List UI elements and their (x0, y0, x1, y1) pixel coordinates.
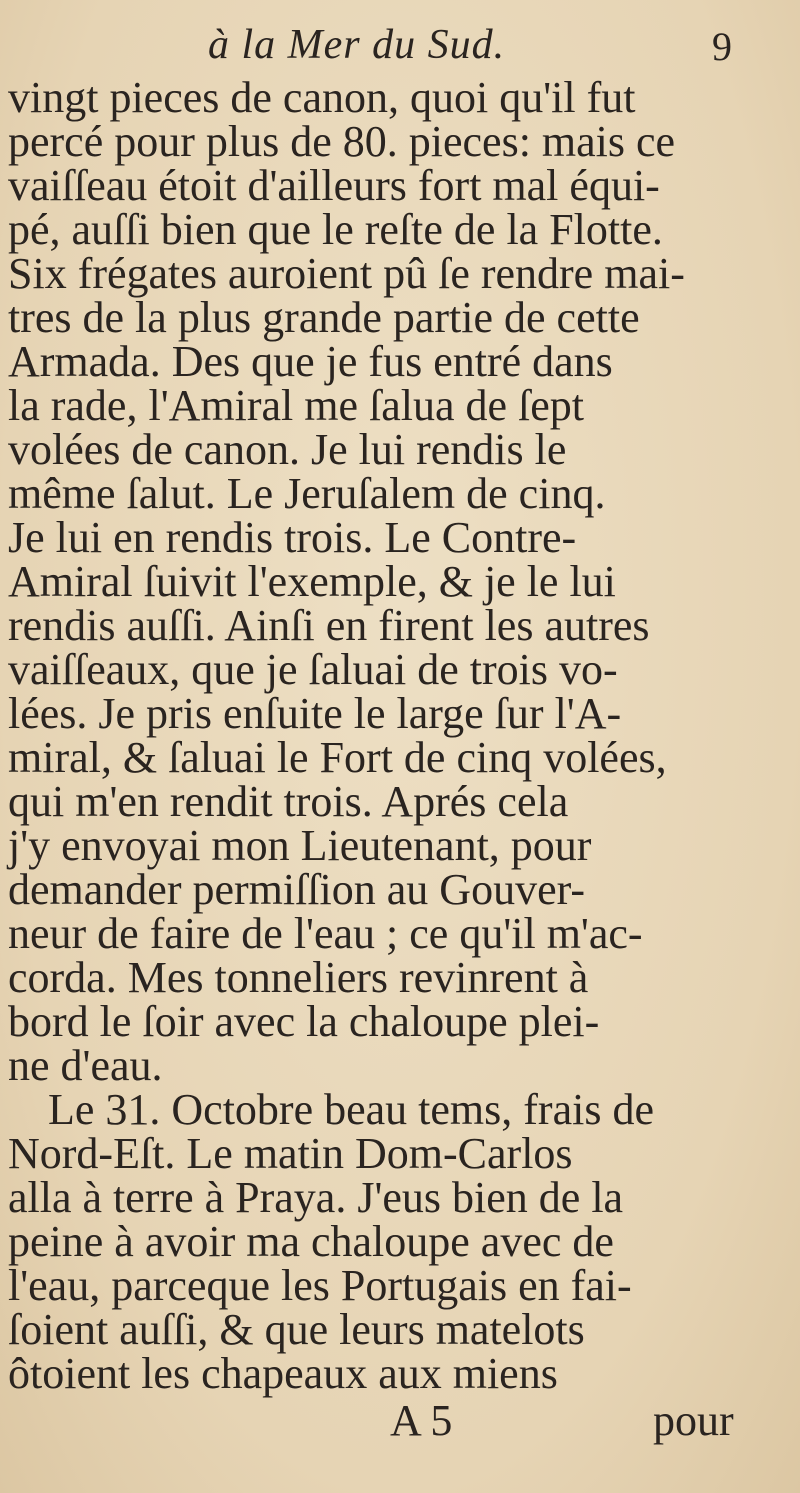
signature-mark: A 5 (390, 1396, 453, 1445)
text-line: Nord-Eſt. Le matin Dom-Carlos (8, 1129, 573, 1178)
text-line: volées de canon. Je lui rendis le (8, 425, 567, 474)
text-line: Je lui en rendis trois. Le Contre- (8, 513, 577, 562)
text-line: peine à avoir ma chaloupe avec de (8, 1217, 614, 1266)
text-line: Amiral ſuivit l'exemple, & je le lui (8, 557, 616, 606)
text-line: alla à terre à Praya. J'eus bien de la (8, 1173, 624, 1222)
text-line: Armada. Des que je fus entré dans (8, 337, 613, 386)
text-line: j'y envoyai mon Lieutenant, pour (8, 821, 592, 870)
catchword: pour (653, 1396, 734, 1445)
running-head (0, 20, 800, 70)
text-line: Le 31. Octobre beau tems, frais de (48, 1085, 654, 1134)
text-line: pé, auſſi bien que le reſte de la Flotte. (8, 205, 663, 254)
text-line: la rade, l'Amiral me ſalua de ſept (8, 381, 585, 430)
text-line: percé pour plus de 80. pieces: mais ce (8, 117, 676, 166)
text-line: même ſalut. Le Jeruſalem de cinq. (8, 469, 606, 518)
text-line: qui m'en rendit trois. Aprés cela (8, 777, 569, 826)
text-line: ôtoient les chapeaux aux miens (8, 1349, 558, 1398)
text-line: ſoient auſſi, & que leurs matelots (8, 1305, 585, 1354)
text-line: corda. Mes tonneliers revinrent à (8, 953, 589, 1002)
text-line: bord le ſoir avec la chaloupe plei- (8, 997, 600, 1046)
text-line: vingt pieces de canon, quoi qu'il fut (8, 73, 636, 122)
text-line: lées. Je pris enſuite le large ſur l'A- (8, 689, 622, 738)
text-line: miral, & ſaluai le Fort de cinq volées, (8, 733, 667, 782)
text-line: ne d'eau. (8, 1041, 163, 1090)
text-line: tres de la plus grande partie de cette (8, 293, 640, 342)
text-line: demander permiſſion au Gouver- (8, 865, 586, 914)
text-line: neur de faire de l'eau ; ce qu'il m'ac- (8, 909, 643, 958)
text-line: vaiſſeaux, que je ſaluai de trois vo- (8, 645, 618, 694)
text-line: vaiſſeau étoit d'ailleurs fort mal équi- (8, 161, 660, 210)
text-line: rendis auſſi. Ainſi en firent les autres (8, 601, 650, 650)
running-title: à la Mer du Sud. (208, 22, 506, 68)
page-number: 9 (712, 24, 732, 69)
text-line: l'eau, parceque les Portugais en fai- (8, 1261, 632, 1310)
text-line: Six frégates auroient pû ſe rendre mai- (8, 249, 685, 298)
